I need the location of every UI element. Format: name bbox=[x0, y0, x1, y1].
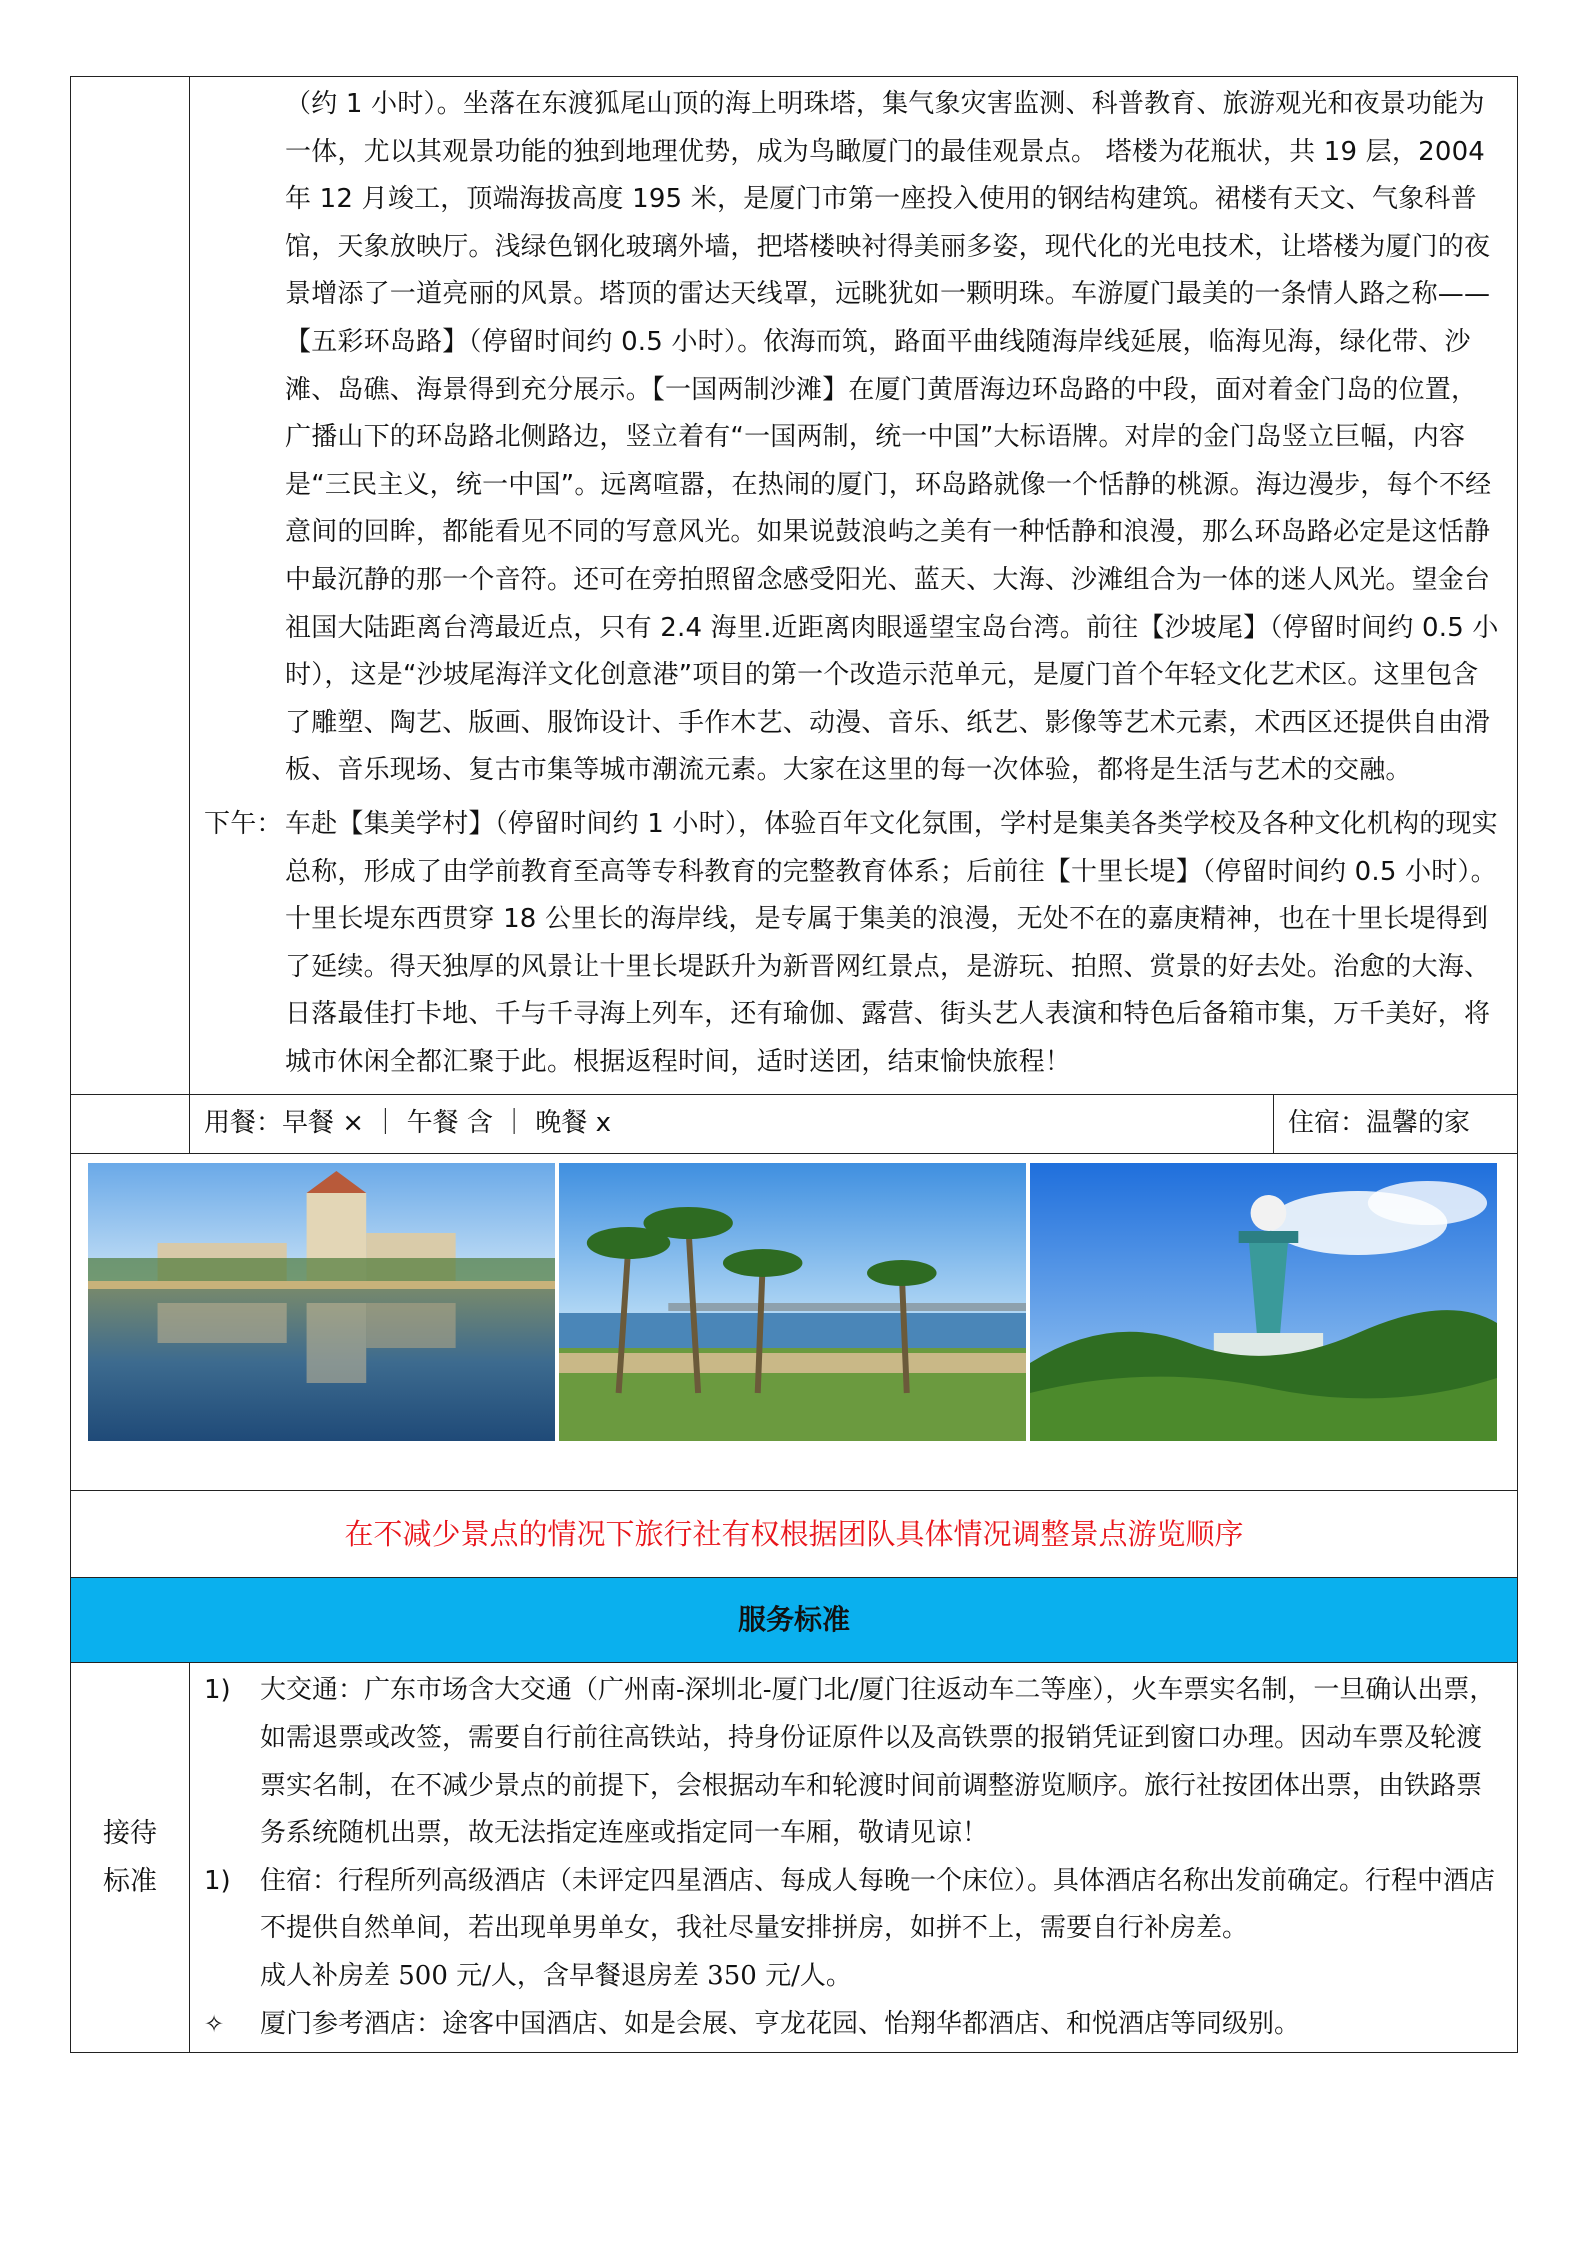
service-standard-heading: 服务标准 bbox=[71, 1578, 1518, 1663]
day-label-cell bbox=[71, 77, 190, 1095]
lodging-item bbox=[204, 1858, 1503, 1953]
afternoon-label: 下午： bbox=[204, 808, 283, 839]
photo-strip bbox=[71, 1154, 1517, 1441]
meals-label-cell bbox=[71, 1095, 190, 1154]
reception-standard-content bbox=[190, 1663, 1518, 2053]
day-content-cell bbox=[190, 77, 1518, 1095]
lodging-cell: 住宿：温馨的家 bbox=[1273, 1095, 1517, 1154]
item-number: 1) bbox=[204, 1865, 231, 1896]
notice-row bbox=[71, 1491, 1518, 1578]
reception-standard-row bbox=[71, 1663, 1518, 2053]
photos-cell bbox=[71, 1154, 1518, 1491]
lodging-text: 住宿：行程所列高级酒店（未评定四星酒店、每成人每晚一个床位）。具体酒店名称出发前确定。行程中酒店不提供自然单间，若出现单男单女，我社尽量安排拼房，如拼不上，需要自行补房差。 bbox=[260, 1865, 1496, 1944]
reception-standard-label bbox=[71, 1663, 190, 2053]
meals-row bbox=[71, 1095, 1518, 1154]
day-detail-row bbox=[71, 77, 1518, 1095]
item-number: 1) bbox=[204, 1675, 231, 1706]
campus-reflection-photo bbox=[88, 1163, 555, 1441]
sparkle-bullet-icon: ✧ bbox=[204, 2009, 225, 2038]
meals-cell: 用餐：早餐 × ｜ 午餐 含 ｜ 晚餐 x bbox=[190, 1095, 1274, 1154]
lighthouse-tower-photo bbox=[1030, 1163, 1497, 1441]
morning-paragraph: （约 1 小时）。坐落在东渡狐尾山顶的海上明珠塔，集气象灾害监测、科普教育、旅游观光和夜景功能为一体，尤以其观景功能的独到地理优势，成为鸟瞰厦门的最佳观景点。 塔楼为花瓶状，共 19 层，2004 年 12 月竣工，顶端海拔高度 195 米，是厦门市第一座投入使用的钢结构建筑。裙楼有天文、气象科普馆，天象放映厅。浅绿色钢化玻璃外墙，把塔楼映衬得美丽多姿，现代化的光电技术，让塔楼为厦门的夜景增添了一道亮丽的风景。塔顶的雷达天线罩，远眺犹如一颗明珠。车游厦门最美的一条情人路之称——【五彩环岛路】（停留时间约 0.5 小时）。依海而筑，路面平曲线随海岸线延展，临海见海，绿化带、沙滩、岛礁、海景得到充分展示。【一国两制沙滩】在厦门黄厝海边环岛路的中段，面对着金门岛的位置，广播山下的环岛路北侧路边，竖立着有“一国两制，统一中国”大标语牌。对岸的金门岛竖立巨幅，内容是“三民主义，统一中国”。远离喧嚣，在热闹的厦门，环岛路就像一个恬静的桃源。海边漫步，每个不经意间的回眸，都能看见不同的写意风光。如果说鼓浪屿之美有一种恬静和浪漫，那么环岛路必定是这恬静中最沉静的那一个音符。还可在旁拍照留念感受阳光、蓝天、大海、沙滩组合为一体的迷人风光。望金台祖国大陆距离台湾最近点，只有 2.4 海里.近距离肉眼遥望宝岛台湾。前往【沙坡尾】（停留时间约 0.5 小时），这是“沙坡尾海洋文化创意港”项目的第一个改造示范单元，是厦门首个年轻文化艺术区。这里包含了雕塑、陶艺、版画、服饰设计、手作木艺、动漫、音乐、纸艺、影像等艺术元素，术西区还提供自由滑板、音乐现场、复古市集等城市潮流元素。大家在这里的每一次体验，都将是生活与艺术的交融。 bbox=[285, 89, 1499, 786]
palm-beach-bridge-photo bbox=[559, 1163, 1026, 1441]
afternoon-text: 车赴【集美学村】（停留时间约 1 小时），体验百年文化氛围，学村是集美各类学校及各种文化机构的现实总称，形成了由学前教育至高等专科教育的完整教育体系；后前往【十里长堤】（停留时间约 0.5 小时）。十里长堤东西贯穿 18 公里长的海岸线，是专属于集美的浪漫，无处不在的嘉庚精神，也在十里长堤得到了延续。得天独厚的风景让十里长堤跃升为新晋网红景点，是游玩、拍照、赏景的好去处。治愈的大海、日落最佳打卡地、千与千寻海上列车，还有瑜伽、露营、街头艺人表演和特色后备箱市集，万千美好，将城市休闲全都汇聚于此。根据返程时间，适时送团，结束愉快旅程！ bbox=[285, 808, 1498, 1077]
photos-row bbox=[71, 1154, 1518, 1491]
itinerary-table bbox=[70, 76, 1518, 2053]
room-difference-text: 成人补房差 500 元/人，含早餐退房差 350 元/人。 bbox=[260, 1961, 852, 1992]
hotel-reference-item bbox=[204, 2001, 1503, 2049]
reception-standard-label-text: 接待标准 bbox=[103, 1817, 157, 1897]
itinerary-page bbox=[70, 76, 1518, 2053]
service-header-row bbox=[71, 1578, 1518, 1663]
adjustment-notice: 在不减少景点的情况下旅行社有权根据团队具体情况调整景点游览顺序 bbox=[71, 1491, 1518, 1578]
hotel-reference-text: 厦门参考酒店：途客中国酒店、如是会展、亨龙花园、怡翔华都酒店、和悦酒店等同级别。 bbox=[260, 2008, 1301, 2039]
transport-item bbox=[204, 1667, 1503, 1857]
afternoon-paragraph bbox=[190, 801, 1517, 1095]
transport-text: 大交通：广东市场含大交通（广州南-深圳北-厦门北/厦门往返动车二等座），火车票实名制，一旦确认出票，如需退票或改签，需要自行前往高铁站，持身份证原件以及高铁票的报销凭证到窗口办理。因动车票及轮渡票实名制，在不减少景点的前提下，会根据动车和轮渡时间前调整游览顺序。旅行社按团体出票，由铁路票务系统随机出票，故无法指定连座或指定同一车厢，敬请见谅！ bbox=[260, 1675, 1496, 1849]
